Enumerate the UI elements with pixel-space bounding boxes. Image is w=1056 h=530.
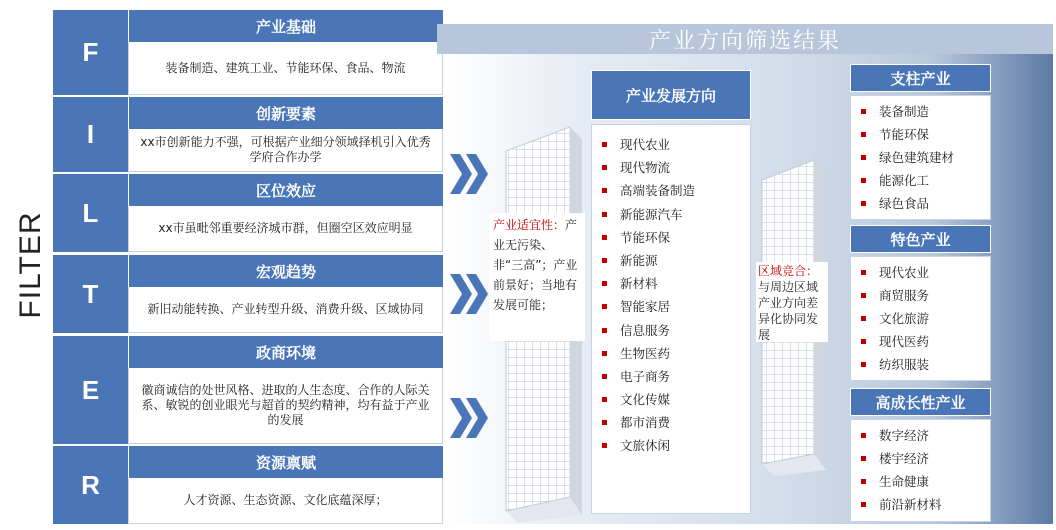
suitability-card: [489, 213, 585, 341]
chevron-right-icon: [448, 152, 488, 196]
directions-column: [591, 70, 751, 514]
industry-item: 商贸服务: [861, 284, 990, 307]
group-pillar: [850, 64, 991, 220]
direction-item: 电子商务: [602, 365, 750, 388]
row-desc: 装备制造、建筑工业、节能环保、食品、物流: [128, 42, 443, 95]
direction-item: 生物医药: [602, 342, 750, 365]
directions-list: [602, 133, 750, 458]
industry-item: 能源化工: [861, 169, 990, 192]
regional-card: [756, 262, 828, 342]
row-desc: 新旧动能转换、产业转型升级、消费升级、区域协同: [128, 287, 443, 333]
direction-item: 新材料: [602, 272, 750, 295]
industry-item: 装备制造: [861, 100, 990, 123]
industry-item: 现代农业: [861, 261, 990, 284]
industry-item: 绿色建筑建材: [861, 146, 990, 169]
suitability-label: 产业适宜性：: [493, 218, 566, 232]
row-title: 创新要素: [128, 97, 443, 129]
direction-item: 智能家居: [602, 295, 750, 318]
industry-item: 节能环保: [861, 123, 990, 146]
row-letter: E: [53, 336, 128, 444]
row-letter: T: [53, 255, 128, 333]
group-list: [861, 100, 990, 215]
filter-side-label: [6, 200, 56, 330]
row-letter: L: [53, 174, 128, 252]
row-desc: 徽商诚信的处世风格、进取的人生态度、合作的人际关系、敏锐的创业眼光与超首的契约精神，均有益于产业的发展: [128, 368, 443, 444]
row-i: [53, 97, 443, 172]
chevron-right-icon: [448, 272, 488, 316]
group-list: [861, 424, 990, 516]
row-desc: xx市虽毗邻重要经济城市群，但圈空区效应明显: [128, 206, 443, 252]
directions-title: 产业发展方向: [591, 70, 751, 120]
group-list-box: [850, 256, 991, 381]
industry-item: 生命健康: [861, 470, 990, 493]
row-title: 资源禀赋: [128, 446, 443, 478]
chevron-right-icon: [448, 396, 488, 440]
filter-word: FILTER: [14, 211, 47, 319]
industry-item: 楼宇经济: [861, 447, 990, 470]
row-letter: R: [53, 446, 128, 524]
group-featured: [850, 225, 991, 381]
row-l: [53, 174, 443, 252]
industry-item: 前沿新材料: [861, 493, 990, 516]
results-banner: 产业方向筛选结果: [437, 24, 1053, 54]
filter-rows: [53, 10, 443, 524]
industry-item: 绿色食品: [861, 192, 990, 215]
direction-item: 高端装备制造: [602, 179, 750, 202]
direction-item: 文旅休闲: [602, 434, 750, 457]
row-letter: F: [53, 10, 128, 95]
direction-item: 现代物流: [602, 156, 750, 179]
row-title: 宏观趋势: [128, 255, 443, 287]
row-t: [53, 255, 443, 333]
directions-list-box: [591, 124, 751, 514]
regional-label: 区域竞合：: [758, 264, 819, 278]
row-desc: xx市创新能力不强，可根据产业细分领域择机引入优秀学府合作办学: [128, 129, 443, 172]
row-title: 产业基础: [128, 10, 443, 42]
direction-item: 新能源汽车: [602, 203, 750, 226]
industry-item: 文化旅游: [861, 307, 990, 330]
row-title: 区位效应: [128, 174, 443, 206]
direction-item: 现代农业: [602, 133, 750, 156]
industry-item: 数字经济: [861, 424, 990, 447]
row-desc: 人才资源、生态资源、文化底蕴深厚；: [128, 478, 443, 524]
group-title: 支柱产业: [850, 64, 991, 92]
row-title: 政商环境: [128, 336, 443, 368]
industry-item: 纺织服装: [861, 353, 990, 376]
direction-item: 文化传媒: [602, 388, 750, 411]
direction-item: 信息服务: [602, 319, 750, 342]
row-e: [53, 336, 443, 444]
direction-item: 新能源: [602, 249, 750, 272]
group-list: [861, 261, 990, 376]
group-growth: [850, 388, 991, 522]
suitability-text: 产业无污染、非“三高”；产业前景好；当地有发展可能；: [493, 218, 578, 312]
group-title: 特色产业: [850, 225, 991, 253]
group-title: 高成长性产业: [850, 388, 991, 416]
row-f: [53, 10, 443, 95]
row-r: [53, 446, 443, 524]
regional-text: 与周边区域产业方向差异化协同发展: [758, 280, 819, 342]
row-letter: I: [53, 97, 128, 172]
direction-item: 节能环保: [602, 226, 750, 249]
direction-item: 都市消费: [602, 411, 750, 434]
group-list-box: [850, 95, 991, 220]
group-list-box: [850, 419, 991, 522]
industry-item: 现代医药: [861, 330, 990, 353]
